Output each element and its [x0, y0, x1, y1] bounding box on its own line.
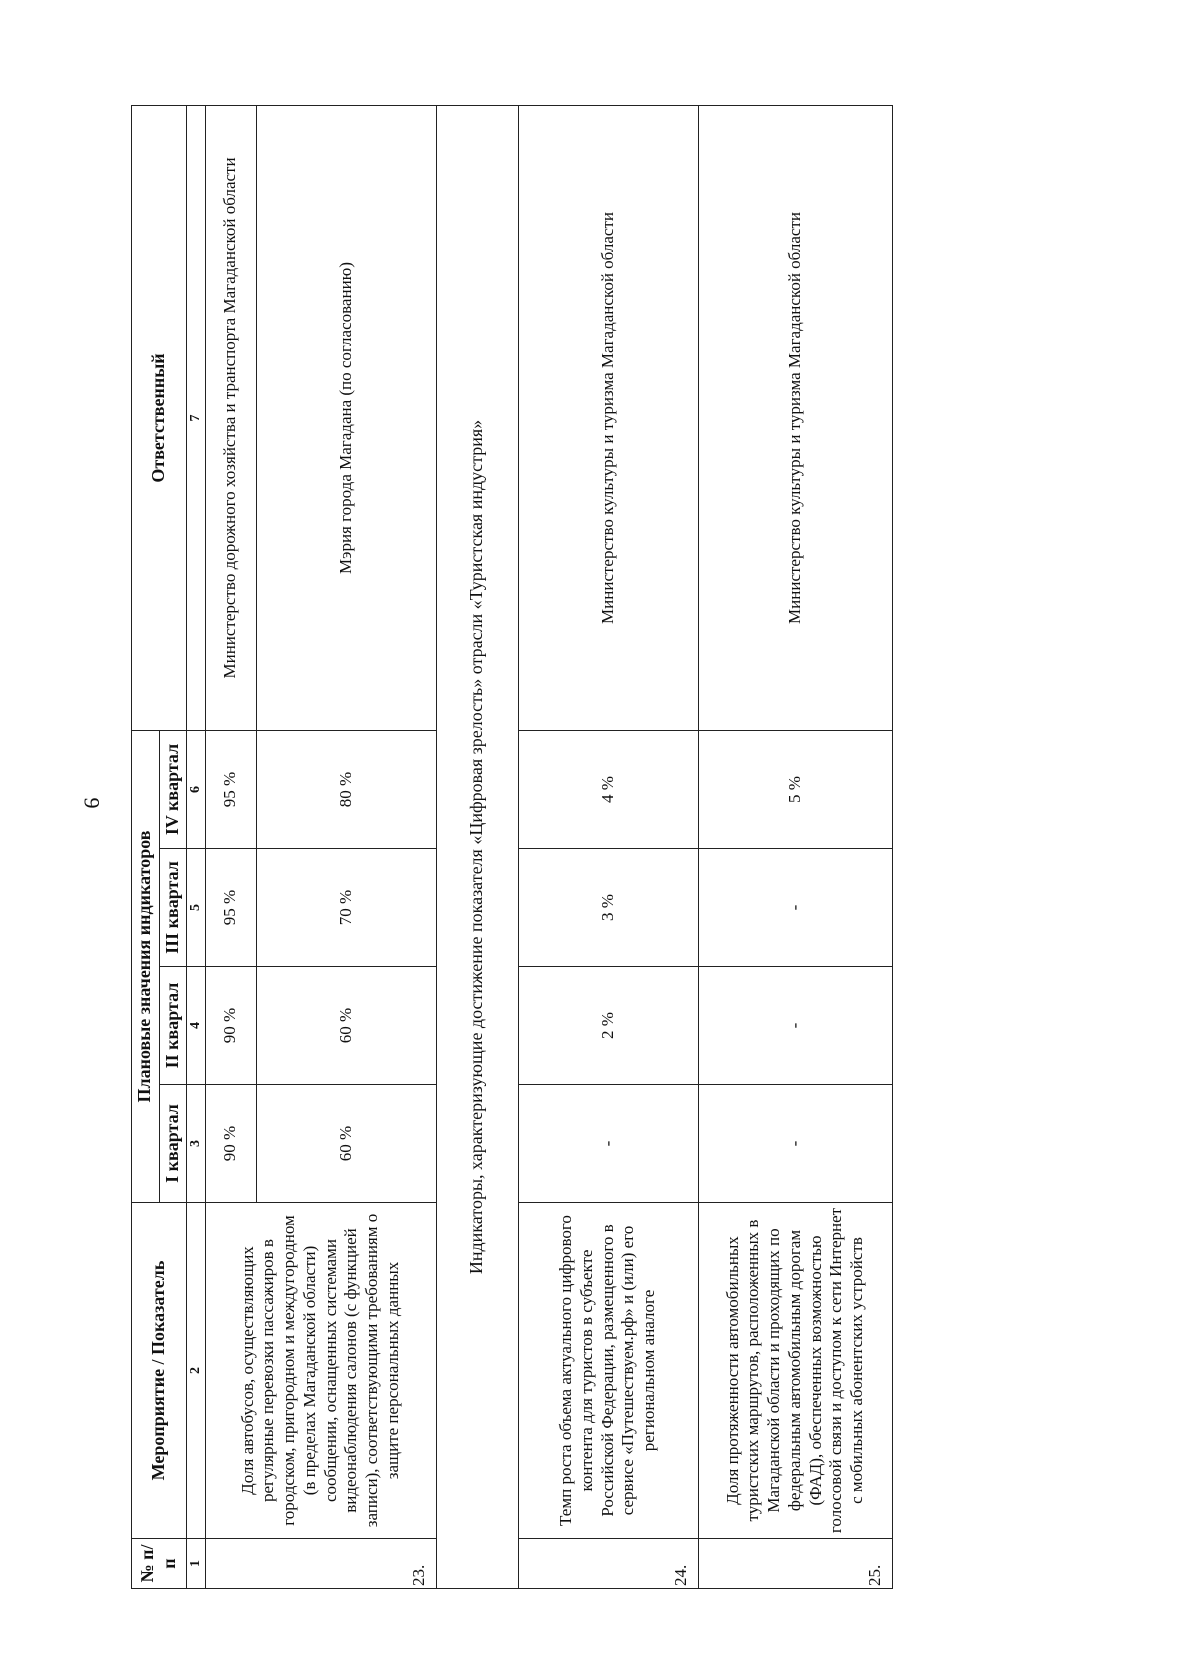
header-q3: III квартал — [159, 849, 187, 967]
row-title: Доля автобусов, осуществляющих регулярные перевозки пассажиров в городском, пригородном и междугородном (в пределах Магаданской области) сообщении, оснащенных системами видеонаблюдения салонов (с функцией записи), соответствующими требованиям о защите персональных данных — [205, 1203, 436, 1539]
row-title: Темп роста объема актуального цифрового контента для туристов в субъекте Российской Федерации, размещенного в сервисе «Путешествуем.рф» и (или) его региональном аналоге — [518, 1203, 698, 1539]
value-q3: 3 % — [518, 849, 698, 967]
responsible-cell: Министерство дорожного хозяйства и транспорта Магаданской области — [205, 105, 256, 730]
table-row — [518, 105, 698, 1588]
responsible-cell: Министерство культуры и туризма Магаданской области — [518, 105, 698, 730]
col-number: 3 — [187, 1085, 205, 1203]
value-q3: 70 % — [256, 849, 436, 967]
row-number: 25. — [698, 1539, 892, 1589]
value-q4: 95 % — [205, 730, 256, 848]
value-q3: 95 % — [205, 849, 256, 967]
responsible-cell: Министерство культуры и туризма Магаданской области — [698, 105, 892, 730]
table-row — [698, 105, 892, 1588]
indicators-table — [131, 105, 893, 1589]
col-number: 2 — [187, 1203, 205, 1539]
value-q4: 5 % — [698, 730, 892, 848]
value-q1: - — [698, 1085, 892, 1203]
header-responsible: Ответственный — [132, 105, 187, 730]
row-title: Доля протяженности автомобильных туристских маршрутов, расположенных в Магаданской области и проходящих по федеральным автомобильным дорогам (ФАД), обеспеченных возможностью голосовой связи и доступом к сети Интернет с мобильных абонентских устройств — [698, 1203, 892, 1539]
value-q2: 90 % — [205, 967, 256, 1085]
value-q4: 80 % — [256, 730, 436, 848]
value-q4: 4 % — [518, 730, 698, 848]
page-number: 9 — [79, 797, 105, 809]
col-number: 4 — [187, 967, 205, 1085]
value-q2: - — [698, 967, 892, 1085]
row-number: 23. — [205, 1539, 436, 1589]
value-q3: - — [698, 849, 892, 967]
table-row — [205, 105, 256, 1588]
value-q1: 60 % — [256, 1085, 436, 1203]
section-row — [436, 105, 518, 1588]
col-number: 1 — [187, 1539, 205, 1589]
col-number: 5 — [187, 849, 205, 967]
header-num: № п/п — [132, 1539, 187, 1589]
header-planned: Плановые значения индикаторов — [132, 730, 160, 1202]
value-q1: - — [518, 1085, 698, 1203]
header-q2: II квартал — [159, 967, 187, 1085]
value-q1: 90 % — [205, 1085, 256, 1203]
header-row-1 — [132, 105, 160, 1588]
responsible-cell: Мэрия города Магадана (по согласованию) — [256, 105, 436, 730]
header-q4: IV квартал — [159, 730, 187, 848]
column-number-row — [187, 105, 205, 1588]
rotated-table-container — [131, 106, 893, 1589]
col-number: 6 — [187, 730, 205, 848]
section-title: Индикаторы, характеризующие достижение показателя «Цифровая зрелость» отрасли «Туристская индустрия» — [436, 105, 518, 1588]
value-q2: 2 % — [518, 967, 698, 1085]
row-number: 24. — [518, 1539, 698, 1589]
value-q2: 60 % — [256, 967, 436, 1085]
header-q1: I квартал — [159, 1085, 187, 1203]
col-number: 7 — [187, 105, 205, 730]
header-event: Мероприятие / Показатель — [132, 1203, 187, 1539]
